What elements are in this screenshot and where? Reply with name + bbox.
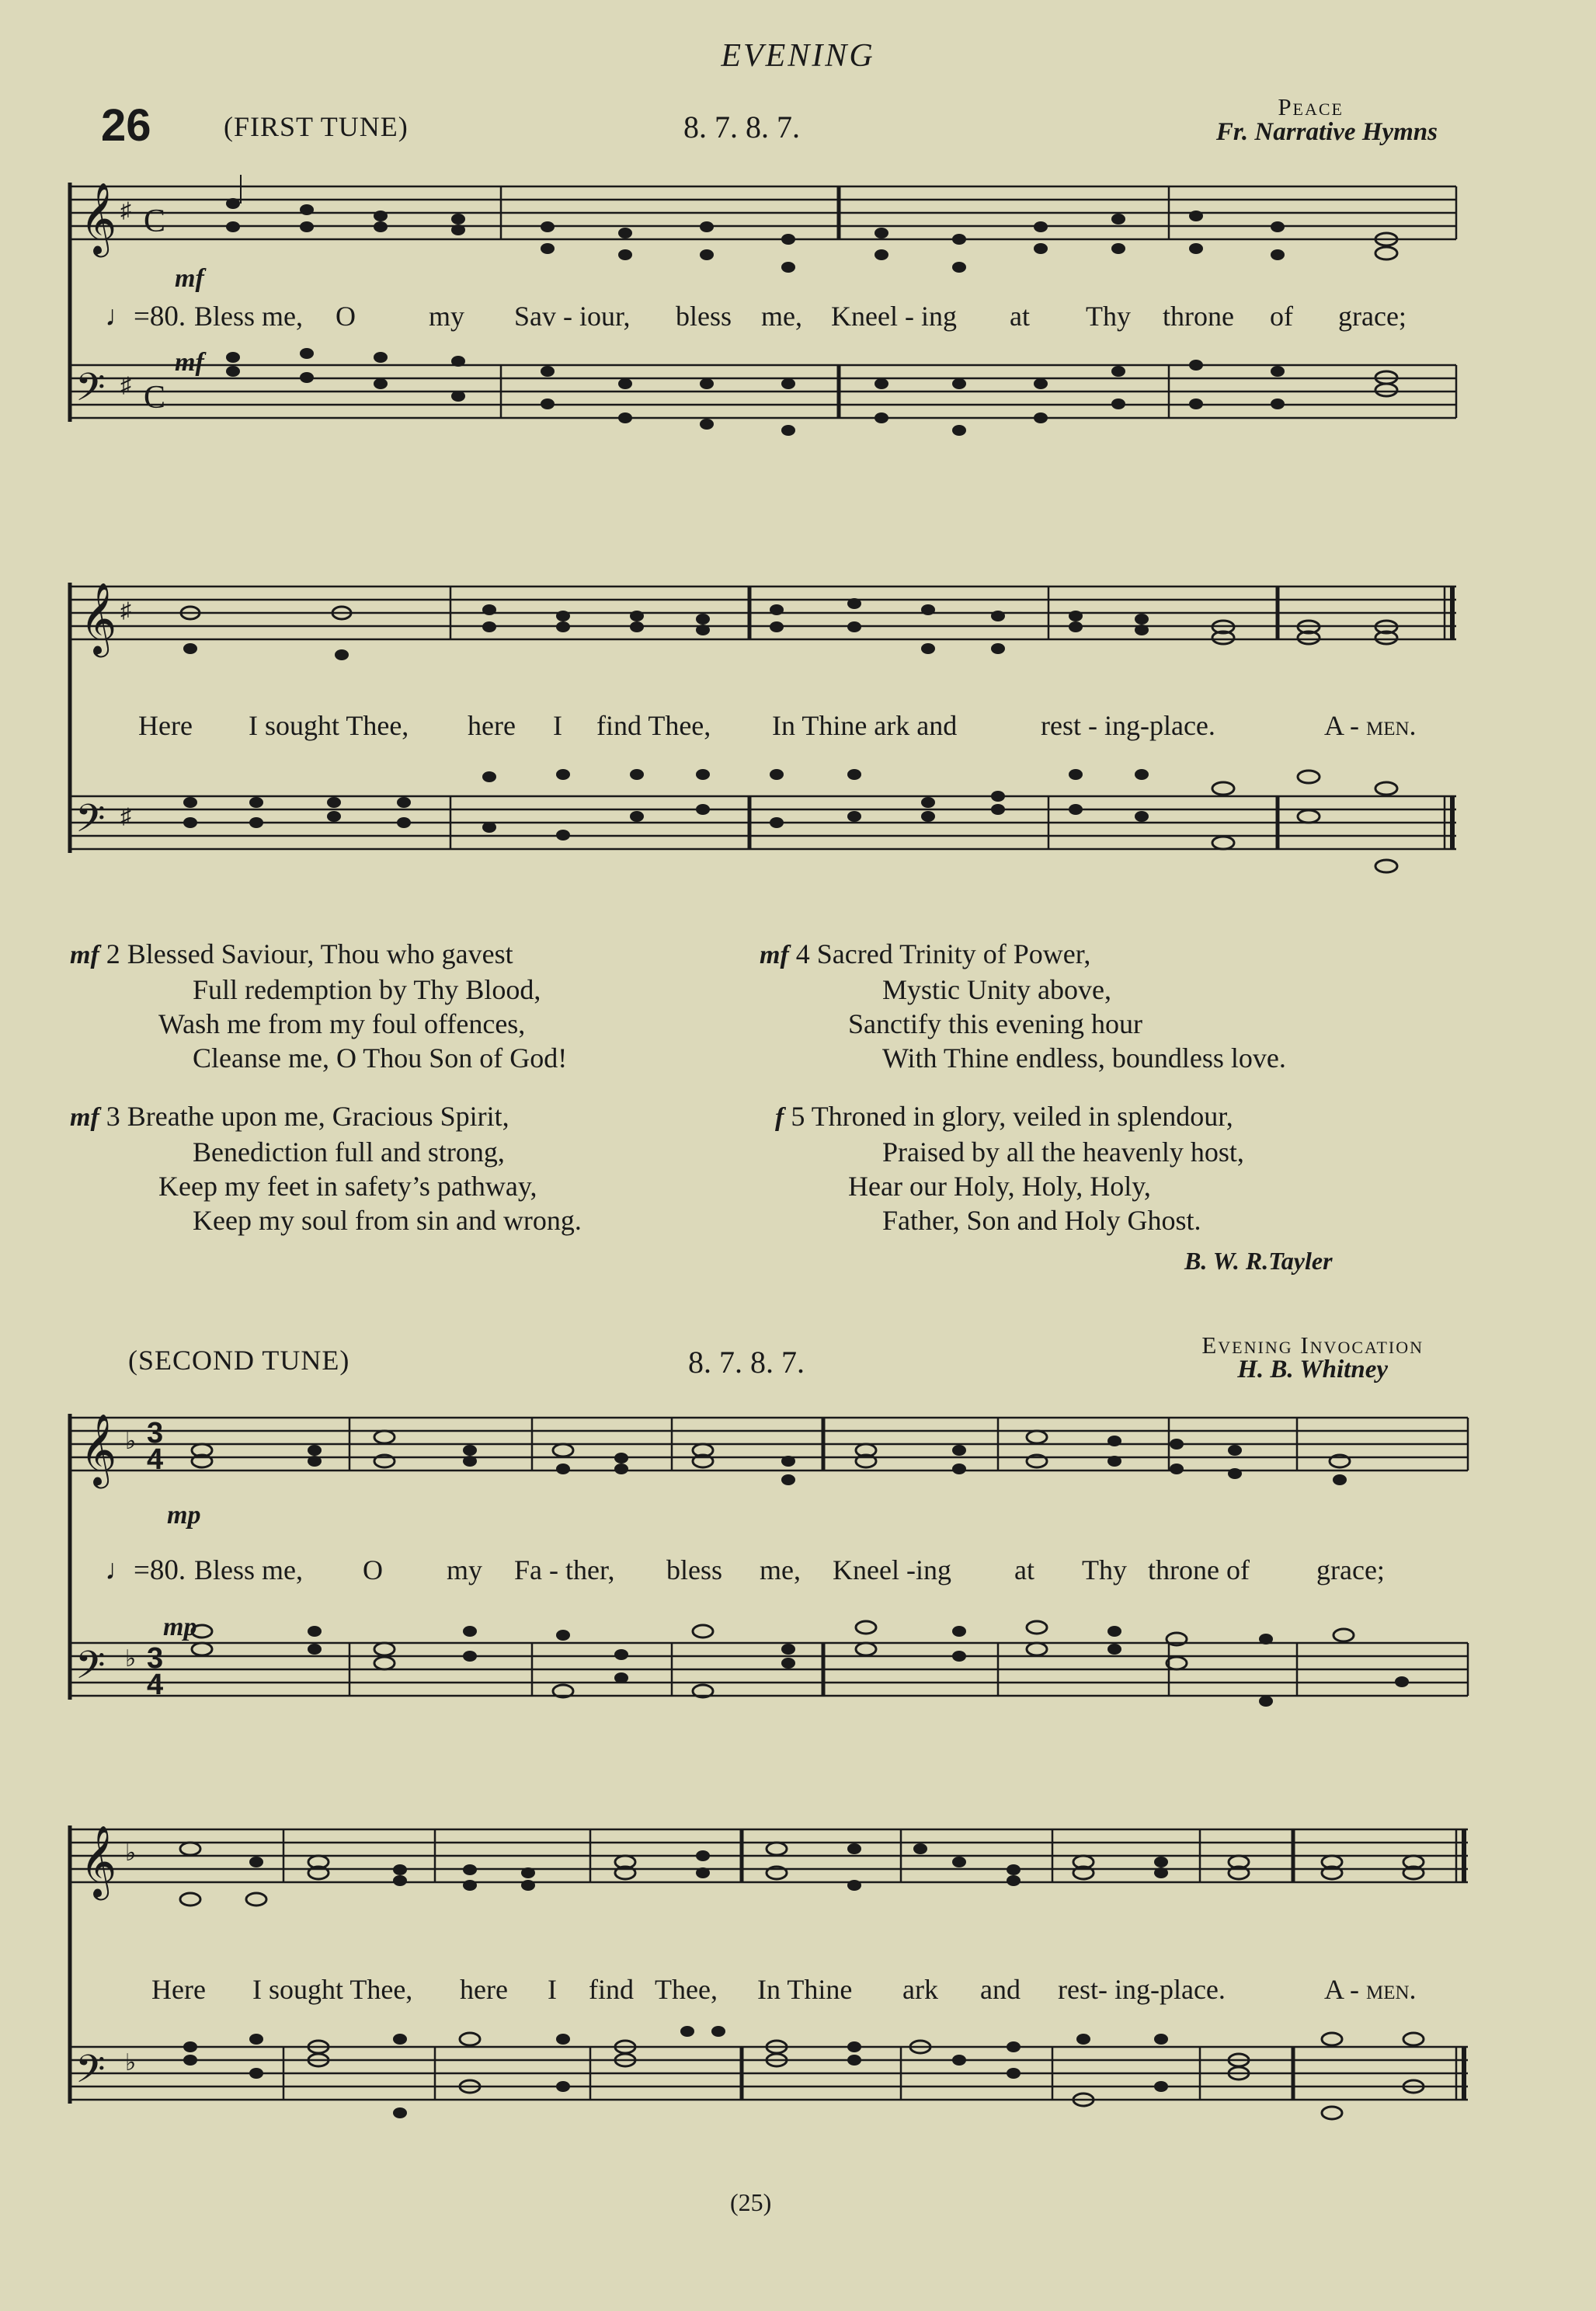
verse-3-number: 3 bbox=[106, 1101, 120, 1132]
second-tune-lyric-2-8: ark bbox=[902, 1974, 938, 2005]
verse-4-line-2: Mystic Unity above, bbox=[882, 974, 1111, 1005]
verse-2-number: 2 bbox=[106, 938, 120, 969]
first-tune-lyric-1-8: at bbox=[1010, 301, 1030, 332]
second-tune-lyric-1-2: O bbox=[363, 1554, 383, 1585]
svg-text:𝄢: 𝄢 bbox=[75, 2047, 106, 2101]
page-number: (25) bbox=[730, 2188, 772, 2216]
second-tune-lyric-1-3: my bbox=[447, 1554, 483, 1585]
second-tune-lyric-1-1: Bless me, bbox=[194, 1554, 303, 1585]
svg-text:𝄞: 𝄞 bbox=[80, 1825, 117, 1897]
second-tune-meter: 8. 7. 8. 7. bbox=[688, 1345, 805, 1380]
svg-text:C: C bbox=[144, 204, 166, 239]
svg-text:𝄢: 𝄢 bbox=[75, 1643, 106, 1697]
quarter-note-icon: ♩ bbox=[105, 301, 134, 332]
second-tune-lyric-1-7: Kneel -ing bbox=[833, 1554, 951, 1585]
verse-5-line-1: Throned in glory, veiled in splendour, bbox=[811, 1101, 1233, 1132]
first-tune-lyric-2-4: I bbox=[553, 710, 562, 741]
svg-text:♭: ♭ bbox=[125, 1429, 137, 1454]
svg-text:♭: ♭ bbox=[125, 1840, 137, 1866]
svg-text:C: C bbox=[144, 380, 166, 416]
section-title: EVENING bbox=[721, 38, 875, 74]
first-tune-meter: 8. 7. 8. 7. bbox=[683, 110, 800, 144]
first-tune-lyric-1-9: Thy bbox=[1086, 301, 1131, 332]
first-tune-name: Peace bbox=[1278, 93, 1344, 120]
second-tune-lyric-1-8: at bbox=[1014, 1554, 1034, 1585]
svg-text:♯: ♯ bbox=[120, 374, 131, 398]
second-tune-lyric-2-6: Thee, bbox=[655, 1974, 718, 2005]
second-tune-lyric-1-5: bless bbox=[666, 1554, 722, 1585]
quarter-note-icon: ♩ bbox=[105, 1554, 134, 1586]
verse-5-line-4: Father, Son and Holy Ghost. bbox=[882, 1205, 1201, 1236]
first-tune-lyric-1-12: grace; bbox=[1338, 301, 1406, 332]
first-tune-lyric-1-10: throne bbox=[1163, 301, 1234, 332]
second-tune-system-1 bbox=[66, 1402, 1472, 1775]
first-tune-label: (FIRST TUNE) bbox=[224, 111, 409, 142]
second-tune-lyric-2-1: Here bbox=[151, 1974, 206, 2005]
svg-text:𝄢: 𝄢 bbox=[75, 796, 106, 851]
verse-3-dynamic: mf bbox=[70, 1103, 99, 1132]
verse-3-line-3: Keep my feet in safety’s pathway, bbox=[158, 1171, 537, 1202]
second-tune-dynamic-treble: mp bbox=[167, 1501, 201, 1530]
first-tune-source: Fr. Narrative Hymns bbox=[1215, 118, 1438, 146]
first-tune-lyric-1-3: my bbox=[429, 301, 465, 332]
second-tune-lyric-2-10: rest- ing-place. bbox=[1058, 1974, 1226, 2005]
verse-4-number: 4 bbox=[795, 938, 810, 969]
second-tune-lyric-2-7: In Thine bbox=[757, 1974, 853, 2005]
hymn-number: 26 bbox=[101, 100, 151, 151]
svg-text:3: 3 bbox=[147, 1642, 164, 1675]
second-tune-lyric-2-4: I bbox=[548, 1974, 557, 2005]
verse-5-dynamic: f bbox=[775, 1103, 784, 1132]
svg-text:3: 3 bbox=[147, 1417, 164, 1450]
first-tune-lyric-1-4: Sav - iour, bbox=[514, 301, 631, 332]
svg-text:♭: ♭ bbox=[125, 2050, 137, 2076]
first-tune-tempo: ♩=80. bbox=[105, 301, 186, 332]
first-tune-lyric-2-8: A - men. bbox=[1324, 710, 1417, 741]
first-tune-lyric-2-7: rest - ing-place. bbox=[1041, 710, 1215, 741]
second-tune-lyric-1-4: Fa - ther, bbox=[514, 1554, 615, 1585]
svg-text:𝄞: 𝄞 bbox=[80, 182, 117, 254]
first-tune-dynamic-bass: mf bbox=[175, 348, 204, 377]
first-tune-lyric-1-1: Bless me, bbox=[194, 301, 303, 332]
second-tune-lyric-1-9: Thy bbox=[1082, 1554, 1127, 1585]
verse-5-line-3: Hear our Holy, Holy, Holy, bbox=[848, 1171, 1151, 1202]
second-tune-composer: H. B. Whitney bbox=[1237, 1356, 1388, 1383]
first-tune-dynamic-treble: mf bbox=[175, 264, 204, 293]
first-tune-lyric-1-5: bless bbox=[676, 301, 732, 332]
verse-4 bbox=[760, 937, 1286, 1075]
second-tune-tempo: ♩=80. bbox=[105, 1554, 186, 1586]
svg-text:♭: ♭ bbox=[125, 1646, 137, 1672]
verse-3-line-4: Keep my soul from sin and wrong. bbox=[193, 1205, 582, 1236]
first-tune-lyric-2-6: In Thine ark and bbox=[772, 710, 958, 741]
second-tune-lyric-1-10: throne of bbox=[1148, 1554, 1250, 1585]
first-tune-lyric-1-11: of bbox=[1270, 301, 1293, 332]
verse-3-line-2: Benediction full and strong, bbox=[193, 1136, 505, 1168]
verse-2-line-2: Full redemption by Thy Blood, bbox=[193, 974, 541, 1005]
first-tune-lyric-2-3: here bbox=[468, 710, 516, 741]
first-tune-lyric-1-2: O bbox=[336, 301, 356, 332]
verse-4-line-1: Sacred Trinity of Power, bbox=[816, 938, 1091, 969]
svg-text:𝄞: 𝄞 bbox=[80, 1413, 117, 1485]
first-tune-system-2 bbox=[66, 571, 1472, 913]
hymn-author: B. W. R.Tayler bbox=[1184, 1247, 1333, 1275]
verse-5-line-2: Praised by all the heavenly host, bbox=[882, 1136, 1244, 1168]
verse-4-line-3: Sanctify this evening hour bbox=[848, 1008, 1142, 1039]
verse-3-line-1: Breathe upon me, Gracious Spirit, bbox=[127, 1101, 509, 1132]
second-tune-name: Evening Invocation bbox=[1201, 1331, 1424, 1359]
first-tune-lyric-2-1: Here bbox=[138, 710, 193, 741]
svg-text:4: 4 bbox=[147, 1443, 164, 1476]
verse-2-line-1: Blessed Saviour, Thou who gavest bbox=[127, 938, 513, 969]
svg-text:𝄞: 𝄞 bbox=[80, 582, 117, 654]
second-tune-lyric-1-11: grace; bbox=[1316, 1554, 1385, 1585]
second-tune-dynamic-bass: mp bbox=[163, 1613, 197, 1641]
svg-text:4: 4 bbox=[147, 1669, 164, 1701]
second-tune-lyric-1-6: me, bbox=[760, 1554, 801, 1585]
second-tune-lyric-2-3: here bbox=[460, 1974, 508, 2005]
second-tune-label: (SECOND TUNE) bbox=[128, 1345, 350, 1376]
first-tune-lyric-1-7: Kneel - ing bbox=[831, 301, 957, 332]
first-tune-lyric-2-2: I sought Thee, bbox=[249, 710, 409, 741]
svg-text:𝄢: 𝄢 bbox=[75, 365, 106, 419]
verse-3 bbox=[70, 1099, 582, 1237]
second-tune-lyric-2-2: I sought Thee, bbox=[252, 1974, 413, 2005]
second-tune-lyric-2-5: find bbox=[589, 1974, 634, 2005]
first-tune-lyric-2-5: find Thee, bbox=[596, 710, 711, 741]
verse-2-line-4: Cleanse me, O Thou Son of God! bbox=[193, 1042, 568, 1074]
svg-text:♯: ♯ bbox=[120, 599, 131, 623]
svg-text:♯: ♯ bbox=[120, 805, 131, 829]
verse-5-number: 5 bbox=[791, 1101, 805, 1132]
verse-2-line-3: Wash me from my foul offences, bbox=[158, 1008, 526, 1039]
verse-5 bbox=[775, 1099, 1244, 1237]
second-tune-lyric-2-9: and bbox=[980, 1974, 1021, 2005]
first-tune-lyric-1-6: me, bbox=[761, 301, 802, 332]
verse-2-dynamic: mf bbox=[70, 941, 99, 969]
verse-4-line-4: With Thine endless, boundless love. bbox=[882, 1042, 1286, 1074]
verse-2 bbox=[70, 937, 567, 1075]
svg-text:♯: ♯ bbox=[120, 199, 131, 223]
verse-4-dynamic: mf bbox=[760, 941, 789, 969]
second-tune-lyric-2-11: A - men. bbox=[1324, 1974, 1417, 2005]
